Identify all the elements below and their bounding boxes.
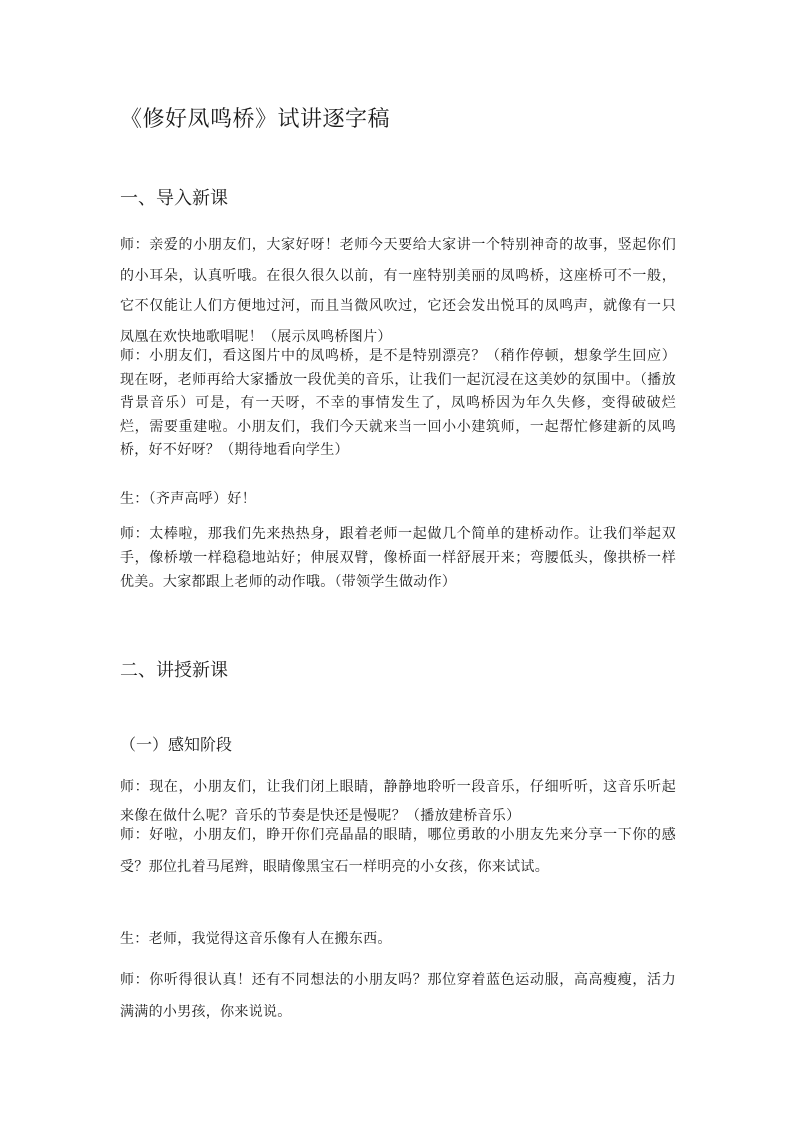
- paragraph-intro-1: 师：亲爱的小朋友们，大家好呀！老师今天要给大家讲一个特别神奇的故事，竖起你们的小耳朵，认真听哦。在很久很久以前，有一座特别美丽的凤鸣桥，这座桥可不一般，它不仅能让人们方便地过河，而且当微风吹过，它还会发出悦耳的凤鸣声，就像有一只凤凰在欢快地歌唱呢！（展示凤鸣桥图片）: [120, 237, 676, 345]
- paragraph-teaching-1: 师：现在，小朋友们，让我们闭上眼睛，静静地聆听一段音乐，仔细听听，这音乐听起来像在做什么呢？音乐的节奏是快还是慢呢？（播放建桥音乐）: [120, 779, 676, 824]
- paragraph-intro-2: 师：小朋友们，看这图片中的凤鸣桥，是不是特别漂亮？（稍作停顿，想象学生回应）现在呀，老师再给大家播放一段优美的音乐，让我们一起沉浸在这美妙的氛围中。（播放背景音乐）可是，有一天呀，不幸的事情发生了，凤鸣桥因为年久失修，变得破破烂烂，需要重建啦。小朋友们，我们今天就来当一回小小建筑师，一起帮忙修建新的凤鸣桥，好不好呀？（期待地看向学生）: [120, 348, 676, 458]
- paragraph-intro-4: 师：太棒啦，那我们先来热热身，跟着老师一起做几个简单的建桥动作。让我们举起双手，像桥墩一样稳稳地站好；伸展双臂，像桥面一样舒展开来；弯腰低头，像拱桥一样优美。大家都跟上老师的动作哦。（带领学生做动作）: [120, 526, 676, 590]
- paragraph-teaching-4: 师：你听得很认真！还有不同想法的小朋友吗？那位穿着蓝色运动服，高高瘦瘦，活力满满的小男孩，你来说说。: [120, 972, 676, 1020]
- subsection-heading-perception: （一）感知阶段: [120, 735, 233, 754]
- paragraph-teaching-3: 生：老师，我觉得这音乐像有人在搬东西。: [120, 931, 392, 947]
- section-heading-teaching: 二、讲授新课: [120, 660, 228, 681]
- paragraph-intro-3: 生：（齐声高呼）好！: [120, 491, 256, 507]
- document-title: 《修好凤鸣桥》试讲逐字稿: [120, 107, 391, 132]
- paragraph-teaching-2: 师：好啦，小朋友们，睁开你们亮晶晶的眼睛，哪位勇敢的小朋友先来分享一下你的感受？那位扎着马尾辫，眼睛像黑宝石一样明亮的小女孩，你来试试。: [120, 827, 676, 875]
- section-heading-intro: 一、导入新课: [120, 188, 228, 209]
